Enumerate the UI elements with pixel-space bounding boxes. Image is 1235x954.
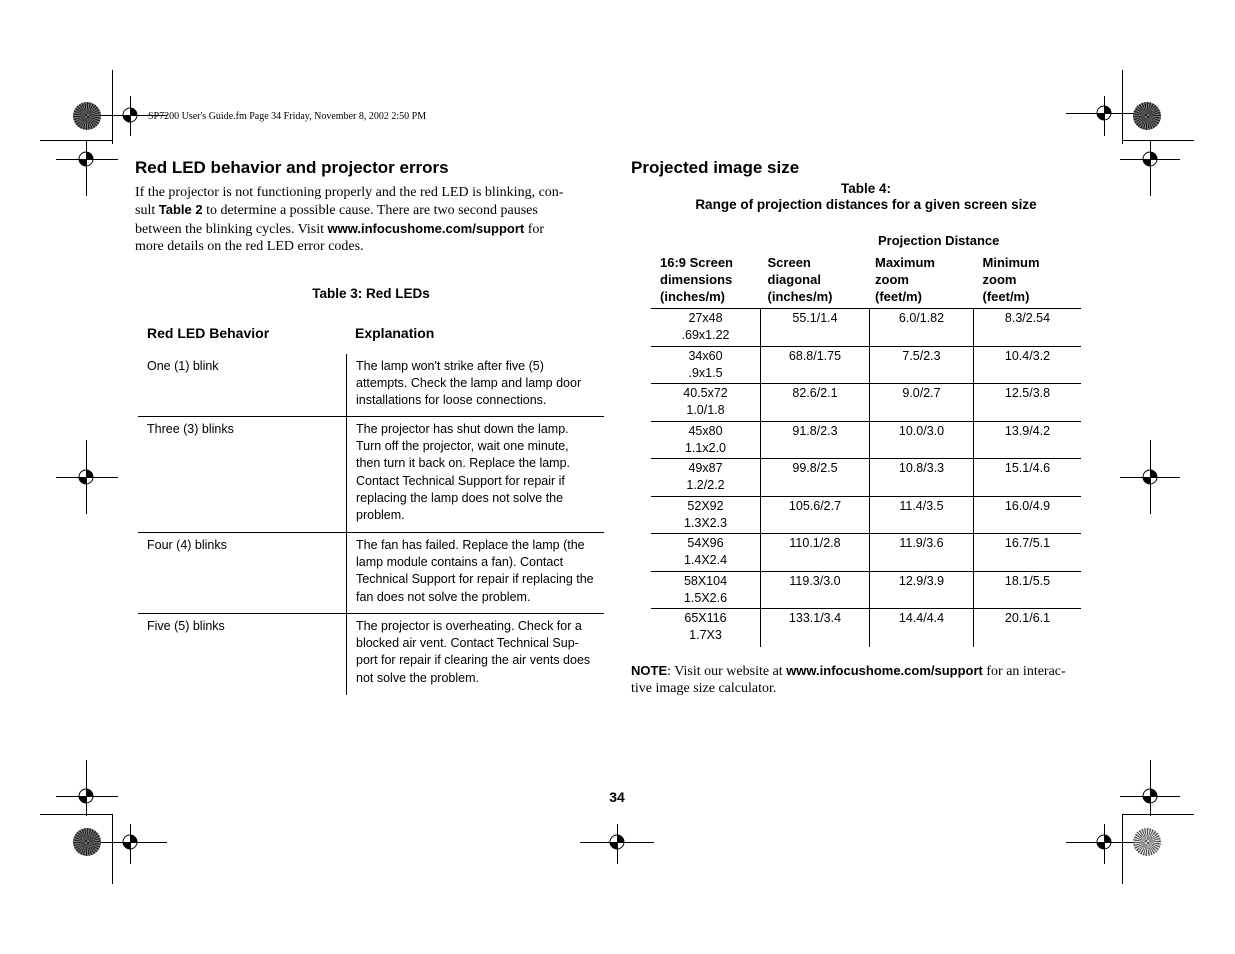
- table-row: [138, 614, 604, 695]
- support-link: www.infocushome.com/support: [786, 663, 983, 678]
- support-link: www.infocushome.com/support: [327, 220, 525, 236]
- column-header-max-zoom: [866, 254, 974, 308]
- dimensions-cell: [651, 572, 760, 609]
- registration-mark-icon: [603, 828, 631, 856]
- column-header: Explanation: [355, 325, 435, 341]
- dimensions-cell: [651, 422, 760, 459]
- dimensions-meters: 1.3X2.3: [683, 515, 728, 530]
- column-header-dimensions: [651, 254, 759, 308]
- table-row: [651, 309, 1081, 347]
- explanation-cell: The lamp won't strike after five (5) attempts. Check the lamp and lamp door installations for loose connections.: [346, 354, 604, 416]
- diagonal-cell: 110.1/2.8: [760, 534, 869, 571]
- min-zoom-cell: 13.9/4.2: [973, 422, 1081, 459]
- explanation-cell: The projector is overheating. Check for a blocked air vent. Contact Technical Sup-port for repair if clearing the air vents does not solve the problem.: [346, 614, 604, 695]
- header-line: (inches/m): [660, 289, 726, 304]
- registration-mark-icon: [72, 463, 100, 491]
- dimensions-cell: [651, 609, 760, 647]
- diagonal-cell: 82.6/2.1: [760, 384, 869, 421]
- note-text: tive image size calculator.: [631, 681, 777, 697]
- intro-line: more details on the red LED error codes.: [135, 238, 364, 254]
- max-zoom-cell: 10.0/3.0: [869, 422, 973, 459]
- section-title-red-led: Red LED behavior and projector errors: [135, 158, 449, 177]
- column-header-diagonal: [759, 254, 867, 308]
- diagonal-cell: 99.8/2.5: [760, 459, 869, 496]
- dimensions-cell: [651, 497, 760, 534]
- file-slug: SP7200 User's Guide.fm Page 34 Friday, November 8, 2002 2:50 PM: [148, 111, 427, 122]
- max-zoom-cell: 10.8/3.3: [869, 459, 973, 496]
- dimensions-meters: 1.5X2.6: [683, 590, 728, 605]
- min-zoom-cell: 16.0/4.9: [973, 497, 1081, 534]
- intro-text: to determine a possible cause. There are two second pauses: [202, 203, 538, 219]
- projection-distance-table: [651, 226, 1081, 647]
- dimensions-cell: [651, 459, 760, 496]
- max-zoom-cell: 12.9/3.9: [869, 572, 973, 609]
- registration-mark-icon: [1090, 99, 1118, 127]
- min-zoom-cell: 8.3/2.54: [973, 309, 1081, 346]
- table-row: [138, 533, 604, 614]
- led-behavior-cell: Three (3) blinks: [147, 422, 234, 436]
- intro-text: between the blinking cycles. Visit: [135, 221, 328, 237]
- page-number: 34: [609, 789, 625, 805]
- dimensions-cell: [651, 534, 760, 571]
- dimensions-inches: 54X96: [687, 536, 724, 550]
- diagonal-cell: 91.8/2.3: [760, 422, 869, 459]
- table-4-caption: [631, 181, 1101, 212]
- led-behavior-cell: Five (5) blinks: [147, 619, 225, 633]
- diagonal-cell: 105.6/2.7: [760, 497, 869, 534]
- red-led-table: [138, 318, 604, 695]
- registration-mark-icon: [1136, 782, 1164, 810]
- dimensions-inches: 52X92: [687, 498, 724, 513]
- dimensions-cell: [651, 347, 760, 384]
- max-zoom-cell: 14.4/4.4: [869, 609, 973, 647]
- note-paragraph: [631, 662, 1111, 698]
- table-row: [138, 354, 604, 417]
- header-line: diagonal: [767, 272, 821, 287]
- table-reference: Table 2: [158, 202, 203, 218]
- dimensions-inches: 34x60: [688, 348, 723, 363]
- note-text: for an interac-: [982, 664, 1066, 679]
- registration-mark-icon: [1136, 145, 1164, 173]
- header-line: Maximum: [875, 255, 935, 270]
- section-title-image-size: Projected image size: [631, 158, 800, 177]
- dimensions-inches: 49x87: [688, 461, 723, 475]
- diagonal-cell: 68.8/1.75: [760, 347, 869, 384]
- table-row: [651, 347, 1081, 385]
- led-behavior-cell: Four (4) blinks: [147, 538, 227, 552]
- min-zoom-cell: 20.1/6.1: [973, 609, 1081, 647]
- dimensions-meters: .9x1.5: [688, 365, 723, 380]
- diagonal-cell: 119.3/3.0: [760, 572, 869, 609]
- header-line: zoom: [875, 272, 909, 287]
- dimensions-meters: 1.2/2.2: [686, 478, 725, 492]
- intro-line: [135, 201, 610, 219]
- color-rosette-icon: [73, 828, 101, 856]
- table-body: [651, 309, 1081, 647]
- intro-line: If the projector is not functioning properly and the red LED is blinking, con-: [135, 185, 564, 200]
- table-header-row: [138, 318, 604, 354]
- dimensions-inches: 45x80: [688, 423, 723, 438]
- min-zoom-cell: 16.7/5.1: [973, 534, 1081, 571]
- note-text: : Visit our website at: [667, 664, 787, 679]
- dimensions-cell: [651, 309, 760, 346]
- table-4-title: Range of projection distances for a given screen size: [695, 197, 1037, 212]
- intro-text: sult: [135, 203, 159, 219]
- registration-mark-icon: [116, 101, 144, 129]
- header-line: Screen: [767, 255, 811, 270]
- table-row: [651, 572, 1081, 610]
- color-rosette-icon: [1133, 102, 1161, 130]
- registration-mark-icon: [1136, 463, 1164, 491]
- table-4-label: Table 4:: [840, 181, 891, 196]
- dimensions-meters: 1.7X3: [689, 628, 722, 642]
- intro-text: for: [524, 221, 545, 237]
- dimensions-inches: 58X104: [683, 573, 728, 588]
- color-rosette-icon: [73, 102, 101, 130]
- group-header: Projection Distance: [878, 232, 1000, 248]
- dimensions-cell: [651, 384, 760, 421]
- explanation-cell: The projector has shut down the lamp. Turn off the projector, wait one minute, then turn it back on. Replace the lamp. Contact Technical Support for repair if replacing the lamp does not solve the problem.: [346, 417, 604, 532]
- registration-mark-icon: [72, 782, 100, 810]
- note-label: NOTE: [631, 663, 668, 678]
- dimensions-meters: 1.0/1.8: [686, 403, 725, 417]
- max-zoom-cell: 11.4/3.5: [869, 497, 973, 534]
- column-header: Red LED Behavior: [147, 325, 270, 341]
- table-row: [651, 609, 1081, 647]
- table-row: [138, 417, 604, 533]
- explanation-cell: The fan has failed. Replace the lamp (the lamp module contains a fan). Contact Technical Support for repair if replacing the fan does not solve the problem.: [346, 533, 604, 613]
- dimensions-meters: .69x1.22: [681, 328, 730, 342]
- table-header-row: [651, 254, 1081, 309]
- header-line: (feet/m): [982, 289, 1030, 304]
- registration-mark-icon: [72, 145, 100, 173]
- table-row: [651, 384, 1081, 422]
- header-line: (feet/m): [875, 289, 922, 304]
- intro-line: [135, 220, 610, 238]
- max-zoom-cell: 11.9/3.6: [869, 534, 973, 571]
- min-zoom-cell: 10.4/3.2: [973, 347, 1081, 384]
- diagonal-cell: 55.1/1.4: [760, 309, 869, 346]
- dimensions-inches: 40.5x72: [683, 386, 728, 400]
- dimensions-inches: 27x48: [688, 311, 723, 325]
- header-line: 16:9 Screen: [660, 255, 733, 270]
- header-line: zoom: [982, 272, 1017, 287]
- color-rosette-icon: [1133, 828, 1161, 856]
- table-row: [651, 534, 1081, 572]
- header-line: dimensions: [660, 272, 733, 287]
- table-row: [651, 459, 1081, 497]
- min-zoom-cell: 15.1/4.6: [973, 459, 1081, 496]
- intro-paragraph: [135, 184, 610, 255]
- max-zoom-cell: 9.0/2.7: [869, 384, 973, 421]
- table-row: [651, 422, 1081, 460]
- table-3-caption: Table 3: Red LEDs: [312, 286, 430, 301]
- table-row: [651, 497, 1081, 535]
- led-behavior-cell: One (1) blink: [147, 359, 219, 373]
- max-zoom-cell: 7.5/2.3: [869, 347, 973, 384]
- max-zoom-cell: 6.0/1.82: [869, 309, 973, 346]
- dimensions-inches: 65X116: [684, 611, 727, 625]
- registration-mark-icon: [116, 828, 144, 856]
- dimensions-meters: 1.1x2.0: [684, 440, 726, 455]
- header-line: Minimum: [982, 255, 1040, 270]
- min-zoom-cell: 12.5/3.8: [973, 384, 1081, 421]
- header-line: (inches/m): [767, 289, 833, 304]
- registration-mark-icon: [1090, 828, 1118, 856]
- column-header-min-zoom: [974, 254, 1082, 308]
- diagonal-cell: 133.1/3.4: [760, 609, 869, 647]
- dimensions-meters: 1.4X2.4: [683, 553, 728, 567]
- min-zoom-cell: 18.1/5.5: [973, 572, 1081, 609]
